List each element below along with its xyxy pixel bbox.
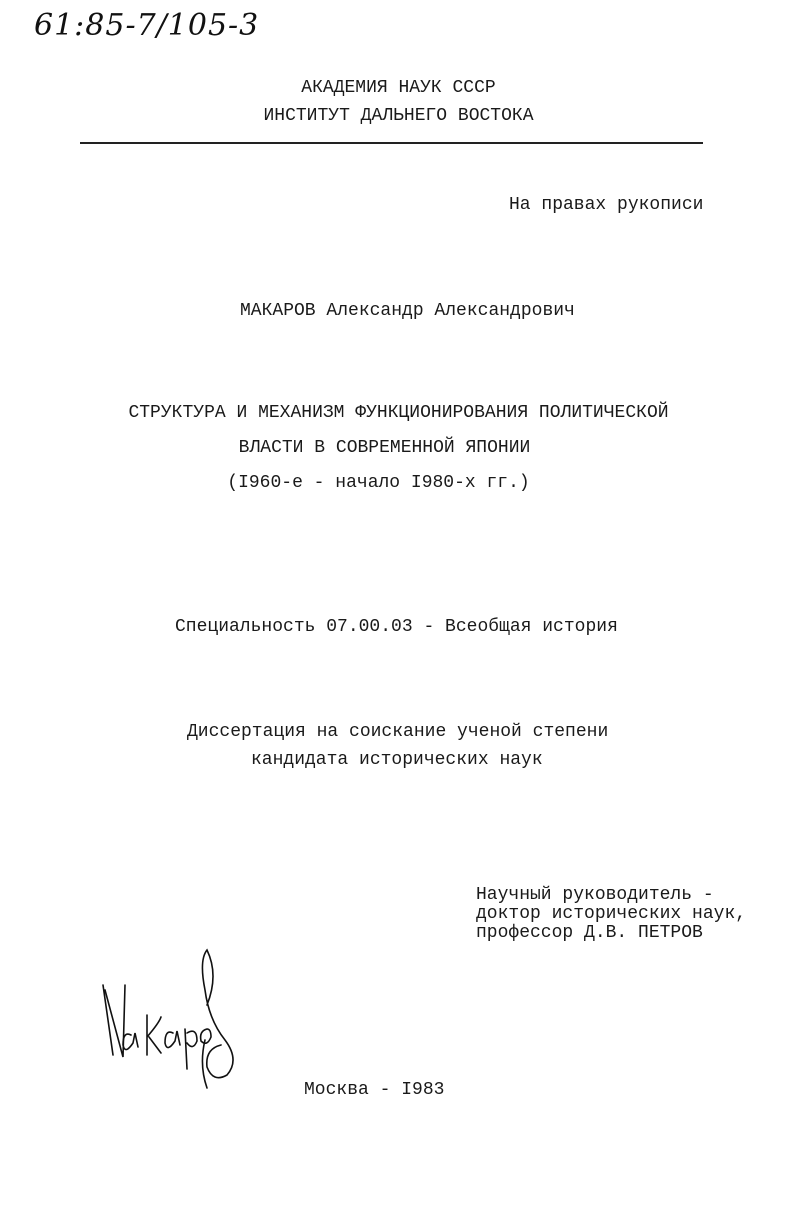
- author-name: МАКАРОВ Александр Александрович: [240, 301, 575, 321]
- supervisor-line-2: доктор исторических наук,: [476, 904, 747, 924]
- academy-name: АКАДЕМИЯ НАУК СССР: [301, 78, 496, 98]
- degree-line-1: Диссертация на соискание ученой степени: [187, 722, 609, 742]
- supervisor-line-3: профессор Д.В. ПЕТРОВ: [476, 923, 703, 943]
- manuscript-note: На правах рукописи: [509, 195, 704, 215]
- title-line-1: СТРУКТУРА И МЕХАНИЗМ ФУНКЦИОНИРОВАНИЯ ПОЛИТИЧЕСКОЙ: [128, 403, 669, 423]
- author-signature: [95, 945, 255, 1090]
- handwritten-catalog-note: 61:85-7/105-3: [34, 8, 260, 43]
- specialty: Специальность 07.00.03 - Всеобщая история: [175, 617, 618, 637]
- supervisor-line-1: Научный руководитель -: [476, 885, 714, 905]
- header-divider: [80, 142, 703, 144]
- title-line-3: (I960-е - начало I980-х гг.): [227, 473, 530, 493]
- city-year: Москва - I983: [304, 1080, 445, 1100]
- title-line-2: ВЛАСТИ В СОВРЕМЕННОЙ ЯПОНИИ: [238, 438, 531, 458]
- institute-name: ИНСТИТУТ ДАЛЬНЕГО ВОСТОКА: [263, 106, 534, 126]
- degree-line-2: кандидата исторических наук: [251, 750, 543, 770]
